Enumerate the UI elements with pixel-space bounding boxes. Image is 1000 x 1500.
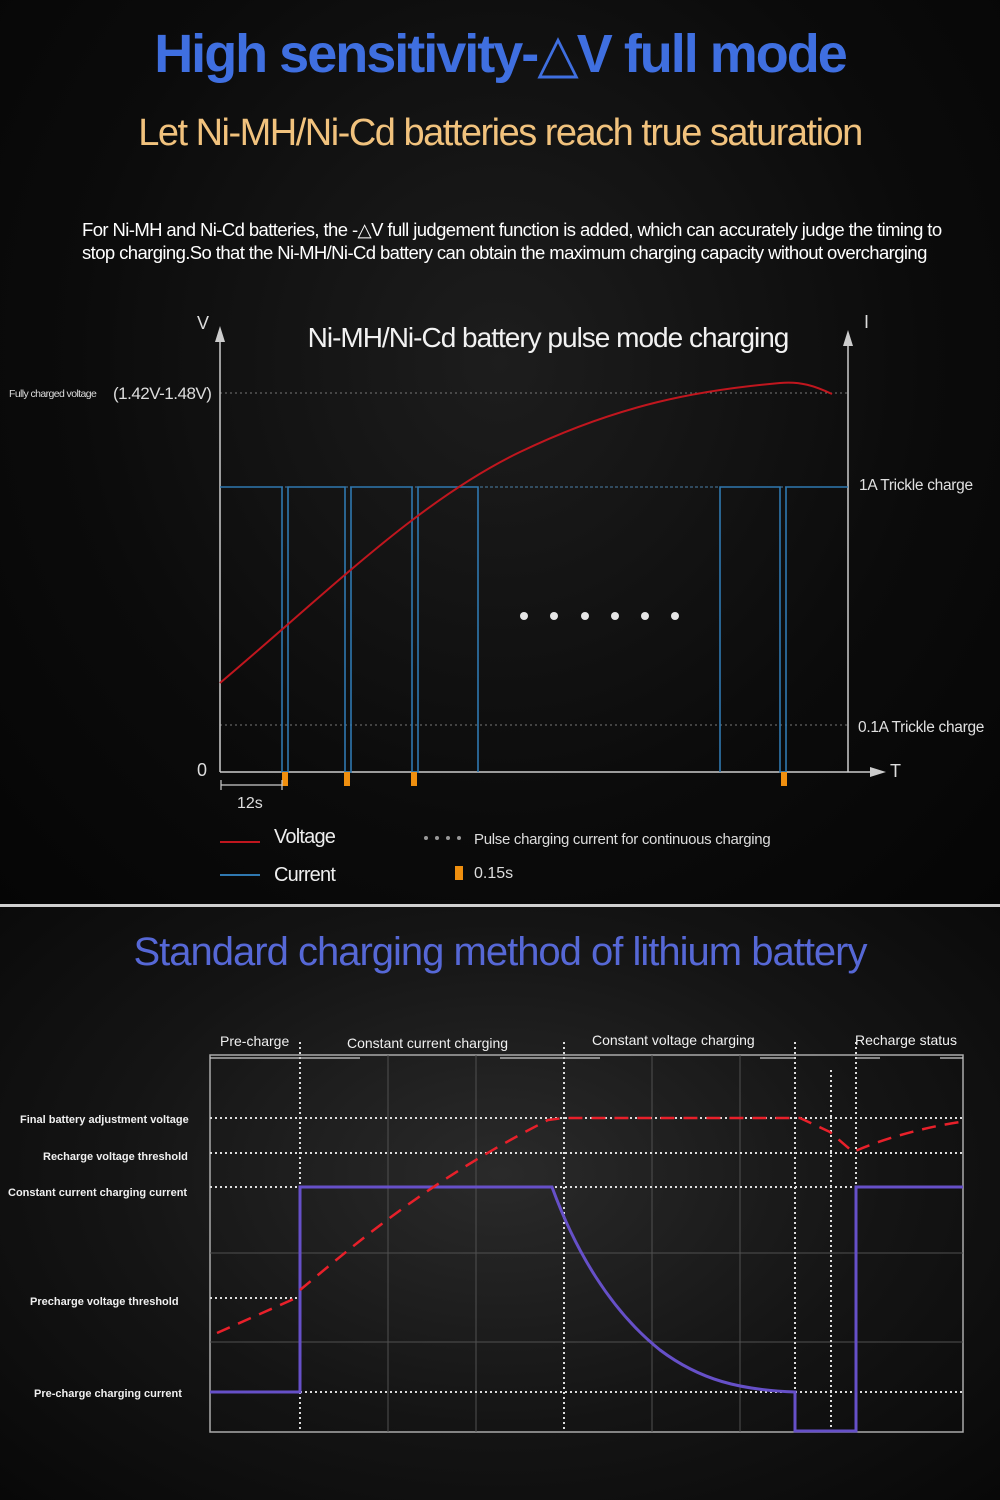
- page-subtitle: Let Ni-MH/Ni-Cd batteries reach true saturation: [138, 112, 862, 154]
- continuation-dots: [520, 612, 679, 620]
- pulse-marker: [411, 772, 417, 786]
- legend-dots-label: Pulse charging current for continuous charging: [474, 831, 771, 848]
- x-label: T: [890, 761, 901, 781]
- lithium-plot-frame: [210, 1055, 963, 1432]
- phase-label-recharge: Recharge status: [855, 1032, 957, 1048]
- lithium-charging-diagram: [0, 1020, 1000, 1440]
- legend-pulse-label: 0.15s: [474, 865, 514, 882]
- voltage-level-range: (1.42V-1.48V): [113, 384, 212, 403]
- y-right-label: I: [864, 312, 870, 332]
- page-title: High sensitivity-△V full mode: [154, 24, 846, 84]
- interval-bracket: [221, 780, 282, 790]
- y-axis-left-arrow: [215, 326, 225, 342]
- phase-label-precharge: Pre-charge: [220, 1033, 290, 1049]
- y-left-label: V: [197, 313, 210, 333]
- current-high-label: 1A Trickle charge: [859, 477, 973, 494]
- voltage-curve: [220, 383, 832, 683]
- pulse-marker: [282, 772, 288, 786]
- legend-voltage-label: Voltage: [274, 826, 336, 848]
- current-low-label: 0.1A Trickle charge: [858, 719, 985, 736]
- level-label-cc-current: Constant current charging current: [8, 1187, 188, 1199]
- lithium-voltage-line: [217, 1118, 960, 1333]
- level-label-final-voltage: Final battery adjustment voltage: [20, 1114, 189, 1126]
- chart-title: Ni-MH/Ni-Cd battery pulse mode charging: [307, 322, 789, 353]
- y-axis-right-arrow: [843, 330, 853, 346]
- x-axis-arrow: [870, 767, 886, 777]
- lithium-title: Standard charging method of lithium battery: [133, 930, 867, 974]
- level-label-precharge-threshold: Precharge voltage threshold: [30, 1296, 179, 1308]
- legend-current-label: Current: [274, 864, 336, 886]
- pulse-markers: [282, 772, 787, 786]
- level-lines: [210, 1118, 963, 1392]
- voltage-level-caption: Fully charged voltage: [9, 388, 97, 400]
- pulse-marker: [344, 772, 350, 786]
- lithium-current-line: [210, 1187, 963, 1431]
- phase-separators: [300, 1042, 856, 1432]
- level-label-recharge-threshold: Recharge voltage threshold: [43, 1151, 188, 1163]
- interval-label: 12s: [237, 795, 263, 812]
- lithium-grid: [210, 1055, 963, 1432]
- level-label-precharge-current: Pre-charge charging current: [34, 1388, 182, 1400]
- current-waveform: [220, 487, 848, 772]
- pulse-marker: [781, 772, 787, 786]
- pulse-charging-diagram: [0, 300, 1000, 900]
- description-text: For Ni-MH and Ni-Cd batteries, the -△V full judgement function is added, which can accurately judge the timing to stop charging.So that the Ni-MH/Ni-Cd battery can obtain the maximum charging capacity without overcharging: [82, 219, 942, 263]
- origin-label: 0: [197, 760, 208, 780]
- legend-pulse-swatch: [455, 866, 463, 880]
- legend-dots-swatch: [424, 836, 461, 840]
- phase-label-cc: Constant current charging: [347, 1035, 509, 1051]
- phase-label-cv: Constant voltage charging: [592, 1032, 755, 1048]
